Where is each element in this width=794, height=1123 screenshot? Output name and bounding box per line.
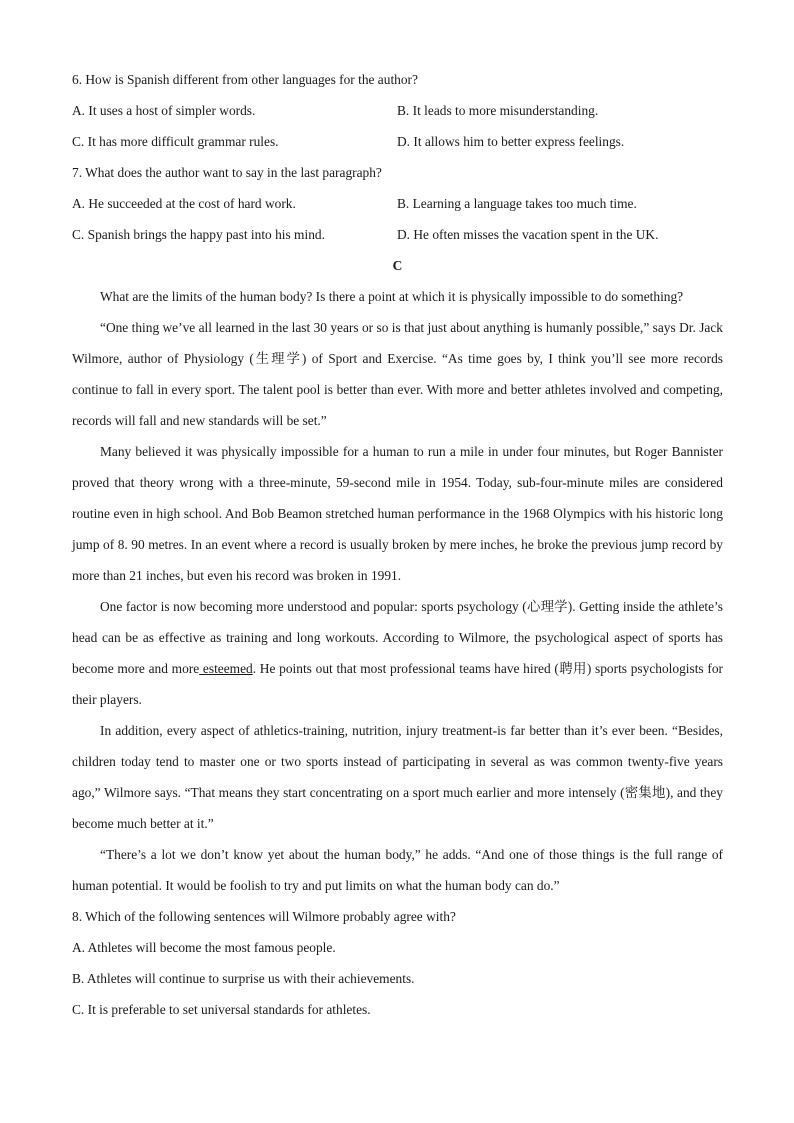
document-page [72, 64, 723, 1025]
section-title: C [392, 258, 403, 273]
question-6-option-b: B. It leads to more misunderstanding. [397, 103, 599, 118]
question-7-option-b: B. Learning a language takes too much time. [397, 196, 637, 211]
passage-paragraph-3: Many believed it was physically impossible for a human to run a mile in under four minutes, but Roger Bannister proved that theory wrong with a three-minute, 59-second mile in 1954. Today, sub-four-minute miles are considered routine even in high school. And Bob Beamon stretched human performance in the 1968 Olympics with his historic long jump of 8. 90 metres. In an event where a record is usually broken by mere inches, he broke the previous jump record by more than 21 inches, but even his record was broken in 1991. [72, 444, 723, 583]
question-8-option-c: C. It is preferable to set universal standards for athletes. [72, 1002, 371, 1017]
question-6-options-row-1 [72, 95, 723, 126]
question-6-options-row-2 [72, 126, 723, 157]
question-6-option-c: C. It has more difficult grammar rules. [72, 134, 279, 149]
question-7-options-row-1 [72, 188, 723, 219]
question-7-options-row-2 [72, 219, 723, 250]
question-6-option-d: D. It allows him to better express feelings. [397, 134, 625, 149]
passage-paragraph-2: “One thing we’ve all learned in the last 30 years or so is that just about anything is humanly possible,” says Dr. Jack Wilmore, author of Physiology (生理学) of Sport and Exercise. “As time goes by, I think you’ll see more records continue to fall in every sport. The talent pool is better than ever. With more and better athletes involved and competing, records will fall and new standards will be set.” [72, 320, 723, 428]
passage-paragraph-4 [72, 591, 723, 715]
question-8-option-b: B. Athletes will continue to surprise us with their achievements. [72, 971, 415, 986]
question-7-option-a: A. He succeeded at the cost of hard work. [72, 196, 296, 211]
underlined-word-esteemed: esteemed [199, 661, 253, 676]
passage-paragraph-1: What are the limits of the human body? Is there a point at which it is physically impossible to do something? [100, 289, 684, 304]
question-7-option-c: C. Spanish brings the happy past into his mind. [72, 227, 325, 242]
passage-paragraph-6: “There’s a lot we don’t know yet about the human body,” he adds. “And one of those things is the full range of human potential. It would be foolish to try and put limits on what the human body can do.” [72, 847, 723, 893]
passage-paragraph-5: In addition, every aspect of athletics-training, nutrition, injury treatment-is far better than it’s ever been. “Besides, children today tend to master one or two sports instead of participating in several as was common twenty-five years ago,” Wilmore says. “That means they start concentrating on a sport much earlier and more intensely (密集地), and they become much better at it.” [72, 723, 723, 831]
question-7-option-d: D. He often misses the vacation spent in the UK. [397, 227, 659, 242]
passage-paragraph-4-end: . He points out that most professional teams have hired (聘用) sports psychologists for their players. [72, 661, 723, 707]
question-8-stem: 8. Which of the following sentences will Wilmore probably agree with? [72, 909, 456, 924]
question-6-option-a: A. It uses a host of simpler words. [72, 103, 256, 118]
question-7-stem: 7. What does the author want to say in the last paragraph? [72, 165, 382, 180]
question-8-option-a: A. Athletes will become the most famous people. [72, 940, 336, 955]
question-6-stem: 6. How is Spanish different from other languages for the author? [72, 72, 418, 87]
passage-paragraph-4-start: One factor is now becoming more understood and popular: sports psychology (心理学). Getting inside the athlete’s head can be as effective as training and long workouts. According to Wilmore, the psychological aspect of sports has become more and more [72, 599, 723, 676]
